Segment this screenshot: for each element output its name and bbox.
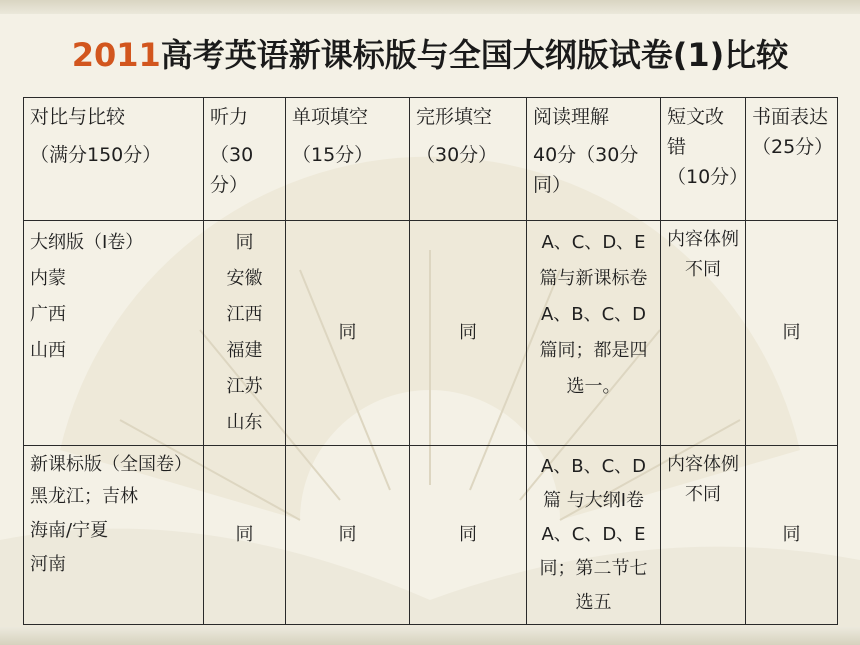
header-compare: 对比与比较 （满分150分） xyxy=(24,98,204,221)
top-band xyxy=(0,0,860,14)
bottom-band xyxy=(0,627,860,645)
listening-cell: 同 xyxy=(204,446,286,625)
single-choice-cell: 同 xyxy=(286,221,410,446)
header-reading: 阅读理解 40分（30分同） xyxy=(527,98,661,221)
error-correction-cell: 内容体例不同 xyxy=(661,446,746,625)
table-row xyxy=(24,446,838,625)
comparison-table xyxy=(23,97,838,625)
single-choice-cell: 同 xyxy=(286,446,410,625)
slide-title xyxy=(0,30,860,76)
table-header-row xyxy=(24,98,838,221)
row-name-cell: 大纲版（I卷） 内蒙 广西 山西 xyxy=(24,221,204,446)
header-listening: 听力 （30分） xyxy=(204,98,286,221)
title-year: 2011 xyxy=(71,36,161,74)
header-writing: 书面表达（25分） xyxy=(746,98,838,221)
reading-cell: A、C、D、E篇与新课标卷A、B、C、D篇同；都是四选一。 xyxy=(527,221,661,446)
header-error-correction: 短文改错 （10分） xyxy=(661,98,746,221)
error-correction-cell: 内容体例不同 xyxy=(661,221,746,446)
cloze-cell: 同 xyxy=(410,446,527,625)
header-single-choice: 单项填空 （15分） xyxy=(286,98,410,221)
writing-cell: 同 xyxy=(746,446,838,625)
reading-cell: A、B、C、D篇 与大纲I卷A、C、D、E同；第二节七选五 xyxy=(527,446,661,625)
listening-cell: 同 安徽 江西 福建 江苏 山东 xyxy=(204,221,286,446)
header-cloze: 完形填空 （30分） xyxy=(410,98,527,221)
table-row xyxy=(24,221,838,446)
writing-cell: 同 xyxy=(746,221,838,446)
row-name-cell: 新课标版（全国卷） 黑龙江；吉林 海南/宁夏 河南 xyxy=(24,446,204,625)
title-text: 高考英语新课标版与全国大纲版试卷(1)比较 xyxy=(160,36,789,74)
cloze-cell: 同 xyxy=(410,221,527,446)
